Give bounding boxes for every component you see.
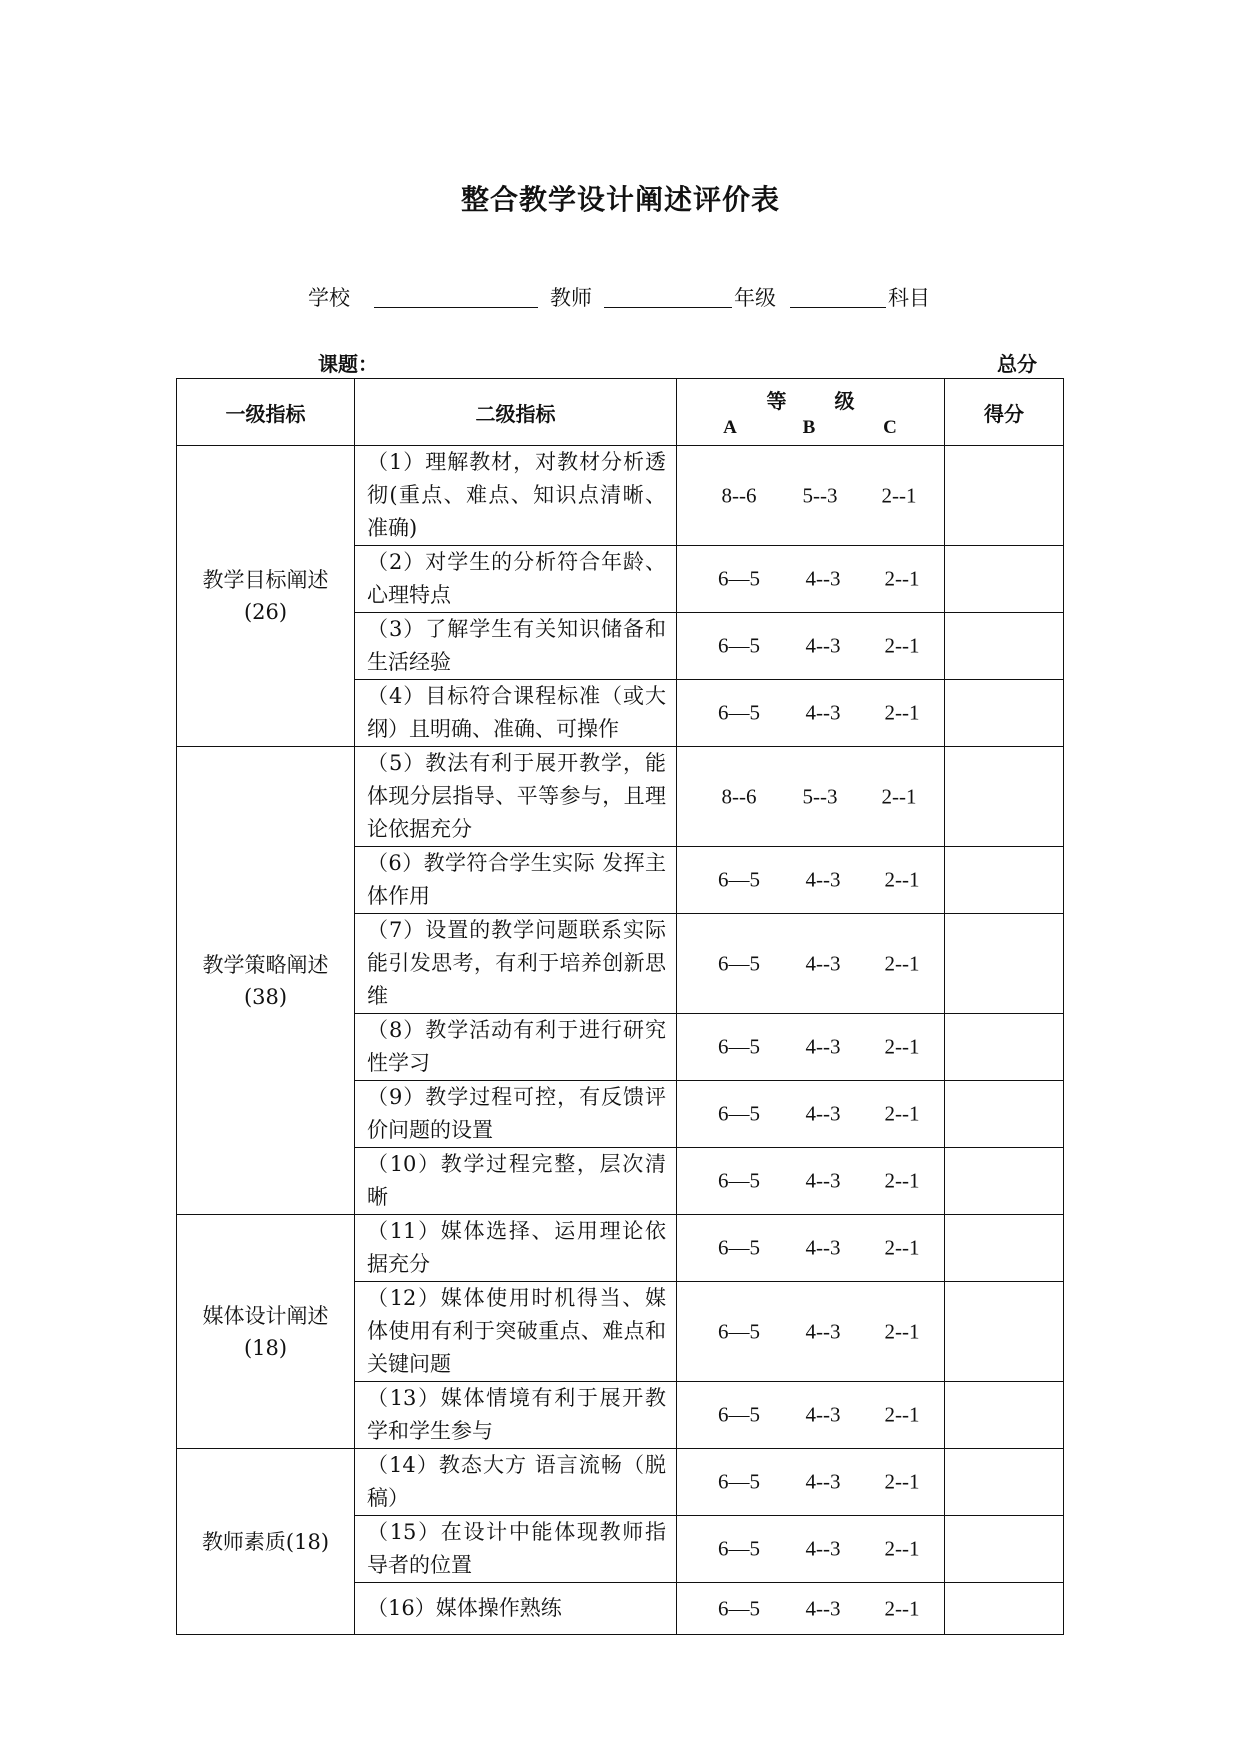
item-text: （9）教学过程可控，有反馈评价问题的设置	[355, 1081, 677, 1148]
score-cell[interactable]	[945, 1583, 1064, 1635]
grade-label: 年级	[734, 286, 776, 310]
score-cell[interactable]	[945, 1516, 1064, 1583]
item-text: （10）教学过程完整，层次清晰	[355, 1148, 677, 1215]
grade-range: 6—5 4--3 2--1	[677, 1215, 945, 1282]
item-text: （3）了解学生有关知识储备和生活经验	[355, 613, 677, 680]
score-cell[interactable]	[945, 747, 1064, 847]
score-cell[interactable]	[945, 1081, 1064, 1148]
header-level1: 一级指标	[177, 379, 355, 446]
grade-range: 8--6 5--3 2--1	[677, 446, 945, 546]
item-text: （4）目标符合课程标准（或大纲）且明确、准确、可操作	[355, 680, 677, 747]
grade-range: 6—5 4--3 2--1	[677, 1382, 945, 1449]
item-text: （6）教学符合学生实际 发挥主体作用	[355, 847, 677, 914]
total-label: 总分	[997, 352, 1037, 376]
score-cell[interactable]	[945, 847, 1064, 914]
grade-range: 6—5 4--3 2--1	[677, 914, 945, 1014]
grade-range: 6—5 4--3 2--1	[677, 1081, 945, 1148]
category-cell: 教学策略阐述 (38)	[177, 747, 355, 1215]
score-cell[interactable]	[945, 446, 1064, 546]
score-cell[interactable]	[945, 1449, 1064, 1516]
score-cell[interactable]	[945, 546, 1064, 613]
table-row	[177, 1449, 1064, 1516]
category-cell: 教师素质(18)	[177, 1449, 355, 1635]
item-text: （1）理解教材，对教材分析透彻(重点、难点、知识点清晰、准确)	[355, 446, 677, 546]
grade-range: 6—5 4--3 2--1	[677, 1148, 945, 1215]
grade-range: 6—5 4--3 2--1	[677, 1516, 945, 1583]
category-cell: 教学目标阐述 (26)	[177, 446, 355, 747]
header-score: 得分	[945, 379, 1064, 446]
item-text: （14）教态大方 语言流畅（脱稿）	[355, 1449, 677, 1516]
item-text: （5）教法有利于展开教学，能体现分层指导、平等参与，且理论依据充分	[355, 747, 677, 847]
evaluation-table	[176, 378, 1064, 1635]
teacher-field[interactable]	[604, 307, 732, 308]
item-text: （15）在设计中能体现教师指导者的位置	[355, 1516, 677, 1583]
item-text: （7）设置的教学问题联系实际能引发思考，有利于培养创新思维	[355, 914, 677, 1014]
table-row	[177, 446, 1064, 546]
grade-range: 6—5 4--3 2--1	[677, 1014, 945, 1081]
grade-range: 6—5 4--3 2--1	[677, 680, 945, 747]
item-text: （11）媒体选择、运用理论依据充分	[355, 1215, 677, 1282]
score-cell[interactable]	[945, 613, 1064, 680]
grade-range: 6—5 4--3 2--1	[677, 1282, 945, 1382]
score-cell[interactable]	[945, 1382, 1064, 1449]
subject-label: 科目	[888, 286, 930, 310]
grade-range: 6—5 4--3 2--1	[677, 546, 945, 613]
header-grades	[677, 379, 945, 446]
grade-range: 6—5 4--3 2--1	[677, 1583, 945, 1635]
item-text: （12）媒体使用时机得当、媒体使用有利于突破重点、难点和关键问题	[355, 1282, 677, 1382]
grade-label-2: 级	[834, 389, 855, 413]
grade-col-a: A	[723, 417, 737, 438]
category-cell: 媒体设计阐述 (18)	[177, 1215, 355, 1449]
score-cell[interactable]	[945, 680, 1064, 747]
table-row	[177, 747, 1064, 847]
grade-range: 6—5 4--3 2--1	[677, 847, 945, 914]
score-cell[interactable]	[945, 1215, 1064, 1282]
score-cell[interactable]	[945, 1014, 1064, 1081]
table-header-row	[177, 379, 1064, 446]
grade-range: 6—5 4--3 2--1	[677, 1449, 945, 1516]
grade-range: 8--6 5--3 2--1	[677, 747, 945, 847]
school-field[interactable]	[374, 307, 538, 308]
score-cell[interactable]	[945, 914, 1064, 1014]
grade-field[interactable]	[790, 307, 886, 308]
item-text: （8）教学活动有利于进行研究性学习	[355, 1014, 677, 1081]
score-cell[interactable]	[945, 1282, 1064, 1382]
grade-col-c: C	[883, 417, 897, 438]
page-title: 整合教学设计阐述评价表	[460, 183, 780, 216]
item-text: （16）媒体操作熟练	[355, 1583, 677, 1635]
score-cell[interactable]	[945, 1148, 1064, 1215]
school-label: 学校	[308, 286, 350, 310]
topic-label: 课题：	[318, 352, 378, 376]
item-text: （2）对学生的分析符合年龄、心理特点	[355, 546, 677, 613]
item-text: （13）媒体情境有利于展开教学和学生参与	[355, 1382, 677, 1449]
grade-range: 6—5 4--3 2--1	[677, 613, 945, 680]
teacher-label: 教师	[550, 286, 592, 310]
table-row	[177, 1215, 1064, 1282]
grade-col-b: B	[802, 417, 816, 438]
grade-label-1: 等	[766, 389, 787, 413]
header-level2: 二级指标	[355, 379, 677, 446]
